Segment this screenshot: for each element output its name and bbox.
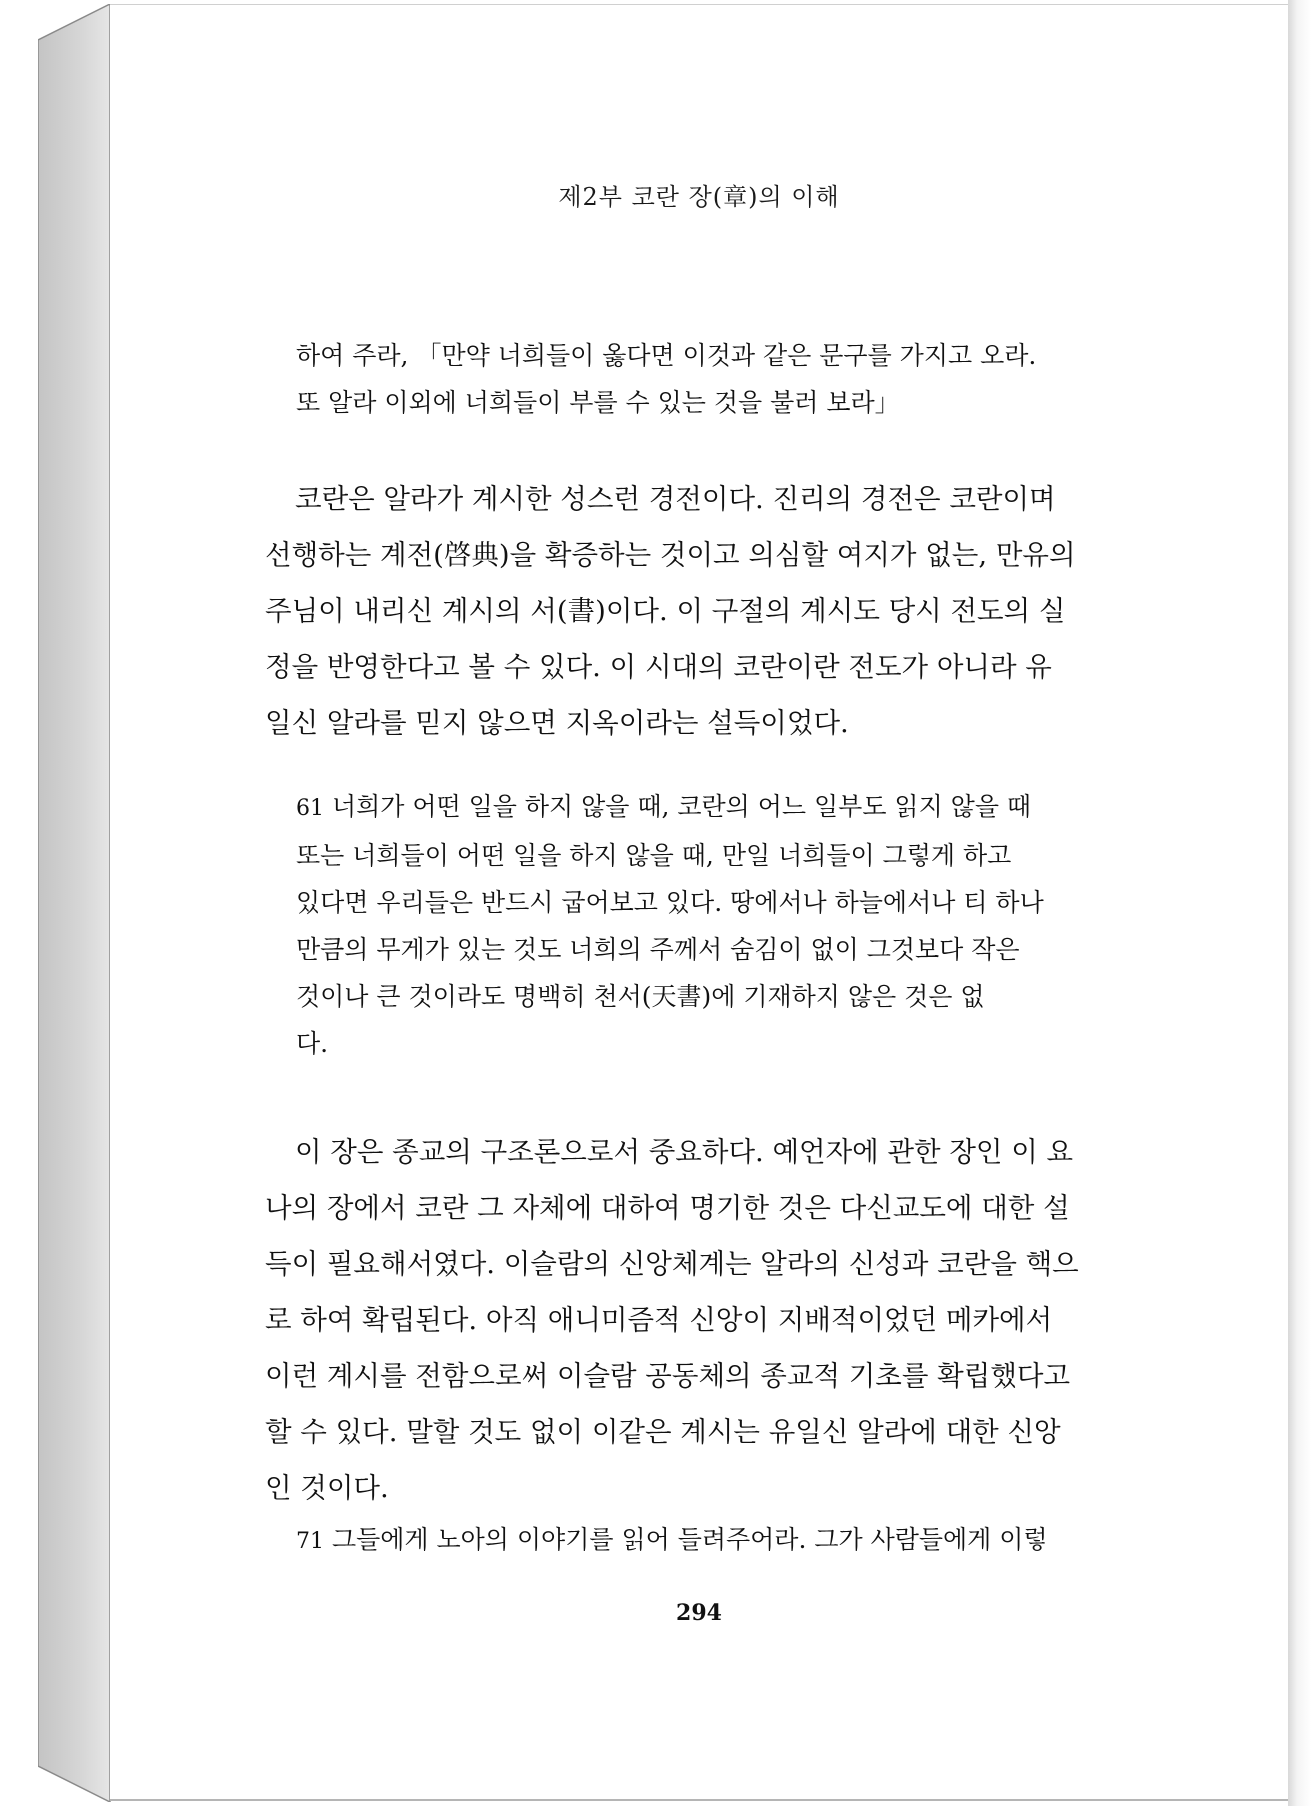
- verse-line: [296, 783, 1236, 832]
- paragraph-line: 인 것이다.: [265, 1472, 389, 1504]
- paragraph-line: 득이 필요해서였다. 이슬람의 신앙체계는 알라의 신성과 코란을 핵으: [265, 1248, 1079, 1280]
- quote-block: [296, 332, 1236, 426]
- page-number: 294: [676, 1600, 722, 1626]
- paragraph-line: 이런 계시를 전함으로써 이슬람 공동체의 종교적 기초를 확립했다고: [265, 1360, 1071, 1392]
- paragraph-line: 이 장은 종교의 구조론으로서 중요하다. 예언자에 관한 장인 이 요: [295, 1136, 1074, 1168]
- verse-number: 61: [296, 796, 324, 821]
- paragraph-line: 나의 장에서 코란 그 자체에 대하여 명기한 것은 다신교도에 대한 설: [265, 1192, 1070, 1224]
- page-edge-shadow: [1288, 0, 1311, 1806]
- verse-block: [296, 1516, 1236, 1565]
- verse-text: 그들에게 노아의 이야기를 읽어 들려주어라. 그가 사람들에게 이렇: [331, 1525, 1048, 1554]
- verse-line: 있다면 우리들은 반드시 굽어보고 있다. 땅에서나 하늘에서나 티 하나: [296, 888, 1044, 917]
- paragraph-line: 정을 반영한다고 볼 수 있다. 이 시대의 코란이란 전도가 아니라 유: [265, 651, 1052, 683]
- paragraph-line: 로 하여 확립된다. 아직 애니미즘적 신앙이 지배적이었던 메카에서: [265, 1304, 1053, 1336]
- paragraph-line: 코란은 알라가 계시한 성스런 경전이다. 진리의 경전은 코란이며: [295, 483, 1056, 515]
- running-head: 제2부 코란 장(章)의 이해: [558, 183, 840, 211]
- verse-line: 다.: [296, 1029, 329, 1058]
- verse-text: 너희가 어떤 일을 하지 않을 때, 코란의 어느 일부도 읽지 않을 때: [331, 792, 1032, 821]
- verse-line: [296, 1516, 1236, 1565]
- verse-line: 또는 너희들이 어떤 일을 하지 않을 때, 만일 너희들이 그렇게 하고: [296, 841, 1012, 870]
- paragraph-line: 할 수 있다. 말할 것도 없이 이같은 계시는 유일신 알라에 대한 신앙: [265, 1416, 1061, 1448]
- paragraph-line: 선행하는 계전(啓典)을 확증하는 것이고 의심할 여지가 없는, 만유의: [265, 539, 1076, 571]
- verse-line: 만큼의 무게가 있는 것도 너희의 주께서 숨김이 없이 그것보다 작은: [296, 935, 1020, 964]
- verse-line: 것이나 큰 것이라도 명백히 천서(天書)에 기재하지 않은 것은 없: [296, 982, 985, 1011]
- quote-line: 하여 주라, 「만약 너희들이 옳다면 이것과 같은 문구를 가지고 오라.: [296, 341, 1037, 370]
- verse-block: [296, 783, 1236, 1067]
- paragraph-line: 일신 알라를 믿지 않으면 지옥이라는 설득이었다.: [265, 707, 849, 739]
- quote-line: 또 알라 이외에 너희들이 부를 수 있는 것을 불러 보라」: [296, 388, 900, 417]
- book-page: [110, 4, 1290, 1801]
- book-spine: [38, 4, 112, 1802]
- body-paragraph: [265, 471, 1259, 751]
- verse-number: 71: [296, 1529, 324, 1554]
- body-paragraph: [265, 1124, 1259, 1516]
- paragraph-line: 주님이 내리신 계시의 서(書)이다. 이 구절의 계시도 당시 전도의 실: [265, 595, 1066, 627]
